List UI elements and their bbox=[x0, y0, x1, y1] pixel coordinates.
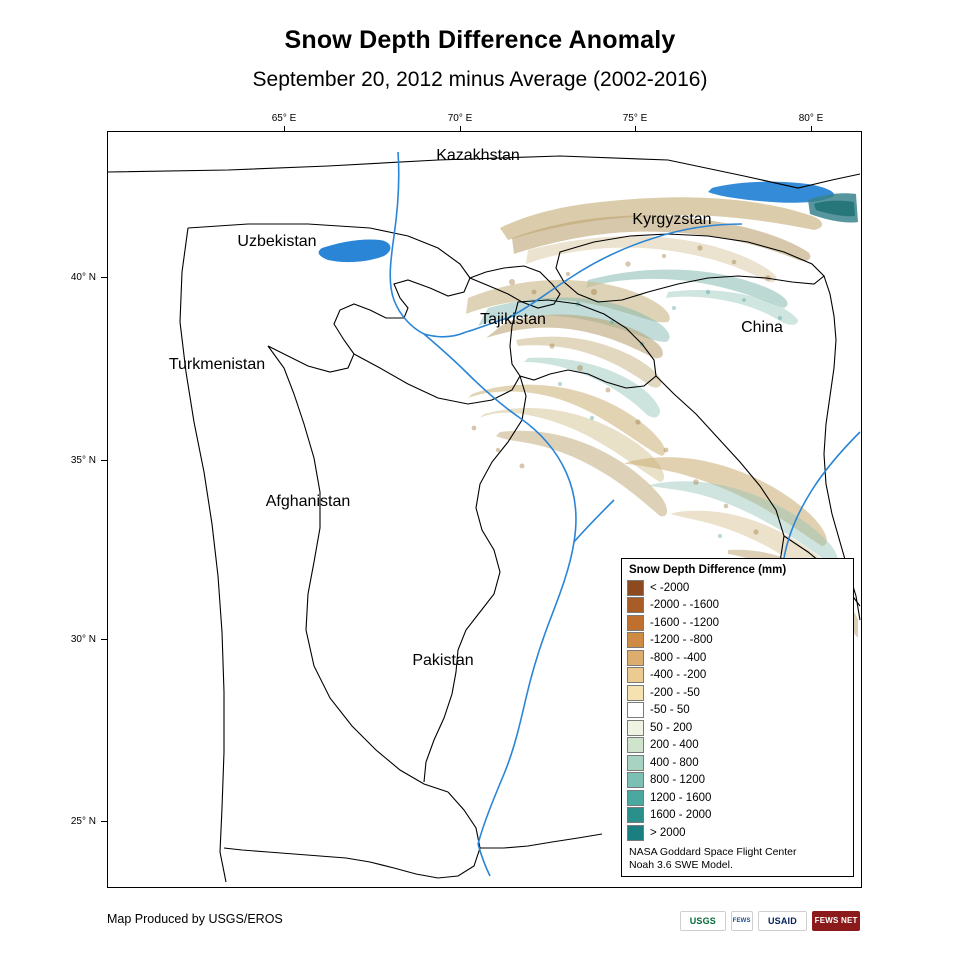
country-label-kazakhstan: Kazakhstan bbox=[436, 147, 520, 164]
legend-swatch bbox=[627, 790, 644, 806]
legend-label: > 2000 bbox=[650, 826, 686, 839]
lon-label-75e: 75° E bbox=[622, 113, 648, 124]
legend-row bbox=[627, 667, 848, 685]
legend-row bbox=[627, 684, 848, 702]
page-title: Snow Depth Difference Anomaly bbox=[284, 26, 676, 54]
legend-swatch bbox=[627, 597, 644, 613]
legend-row bbox=[627, 789, 848, 807]
legend-swatch bbox=[627, 737, 644, 753]
lon-label-70e: 70° E bbox=[447, 113, 473, 124]
legend-row bbox=[627, 807, 848, 825]
legend-swatch bbox=[627, 615, 644, 631]
legend-row bbox=[627, 597, 848, 615]
lat-label-25n: 25° N bbox=[70, 816, 96, 827]
legend-row bbox=[627, 579, 848, 597]
country-label-tajikistan: Tajikistan bbox=[480, 311, 546, 328]
legend-credit bbox=[629, 846, 848, 872]
lat-label-35n: 35° N bbox=[70, 455, 96, 466]
lon-label-65e: 65° E bbox=[271, 113, 297, 124]
legend-swatch bbox=[627, 650, 644, 666]
legend-label: 1600 - 2000 bbox=[650, 809, 712, 822]
usgs-logo: USGS bbox=[680, 911, 726, 931]
legend-row bbox=[627, 824, 848, 842]
legend-row bbox=[627, 649, 848, 667]
legend-row bbox=[627, 632, 848, 650]
fews-logo: FEWS bbox=[731, 911, 753, 931]
legend-swatch bbox=[627, 772, 644, 788]
legend-label: 50 - 200 bbox=[650, 721, 693, 734]
legend-panel bbox=[621, 558, 854, 877]
legend-row bbox=[627, 719, 848, 737]
legend-credit-line1: NASA Goddard Space Flight Center bbox=[629, 845, 797, 858]
legend-swatch bbox=[627, 720, 644, 736]
lat-label-30n: 30° N bbox=[70, 634, 96, 645]
legend-label: 200 - 400 bbox=[650, 739, 699, 752]
legend-row bbox=[627, 614, 848, 632]
legend-label: -800 - -400 bbox=[650, 651, 707, 664]
legend-label: -400 - -200 bbox=[650, 669, 707, 682]
legend-label: 1200 - 1600 bbox=[650, 791, 712, 804]
legend-row bbox=[627, 737, 848, 755]
legend-swatch bbox=[627, 755, 644, 771]
legend-swatch bbox=[627, 807, 644, 823]
legend-label: -200 - -50 bbox=[650, 686, 700, 699]
page-subtitle: September 20, 2012 minus Average (2002-2016) bbox=[252, 68, 708, 91]
country-label-afghanistan: Afghanistan bbox=[265, 493, 351, 510]
legend-title: Snow Depth Difference (mm) bbox=[629, 564, 787, 576]
legend-row bbox=[627, 772, 848, 790]
country-label-turkmenistan: Turkmenistan bbox=[168, 356, 266, 373]
legend-label: < -2000 bbox=[650, 581, 690, 594]
country-label-kyrgyzstan: Kyrgyzstan bbox=[632, 211, 712, 228]
legend-label: -50 - 50 bbox=[650, 704, 690, 717]
usaid-logo: USAID bbox=[758, 911, 808, 931]
legend-swatch bbox=[627, 667, 644, 683]
legend-swatch bbox=[627, 702, 644, 718]
legend-label: -1600 - -1200 bbox=[650, 616, 720, 629]
logo-strip bbox=[680, 908, 860, 934]
country-label-china: China bbox=[741, 319, 783, 336]
legend-label: -1200 - -800 bbox=[650, 634, 713, 647]
legend-swatch bbox=[627, 825, 644, 841]
fewsnet-logo: FEWS NET bbox=[812, 911, 860, 931]
lat-label-40n: 40° N bbox=[70, 272, 96, 283]
legend-credit-line2: Noah 3.6 SWE Model. bbox=[629, 858, 733, 871]
legend-swatch bbox=[627, 632, 644, 648]
legend-swatch bbox=[627, 580, 644, 596]
legend-label: 400 - 800 bbox=[650, 756, 699, 769]
country-label-uzbekistan: Uzbekistan bbox=[237, 233, 317, 250]
legend-label: -2000 - -1600 bbox=[650, 599, 720, 612]
legend-swatch bbox=[627, 685, 644, 701]
legend-row bbox=[627, 754, 848, 772]
legend-label: 800 - 1200 bbox=[650, 774, 705, 787]
lon-label-80e: 80° E bbox=[798, 113, 824, 124]
country-label-pakistan: Pakistan bbox=[412, 652, 474, 669]
legend-row bbox=[627, 702, 848, 720]
footer-credit: Map Produced by USGS/EROS bbox=[107, 912, 283, 926]
